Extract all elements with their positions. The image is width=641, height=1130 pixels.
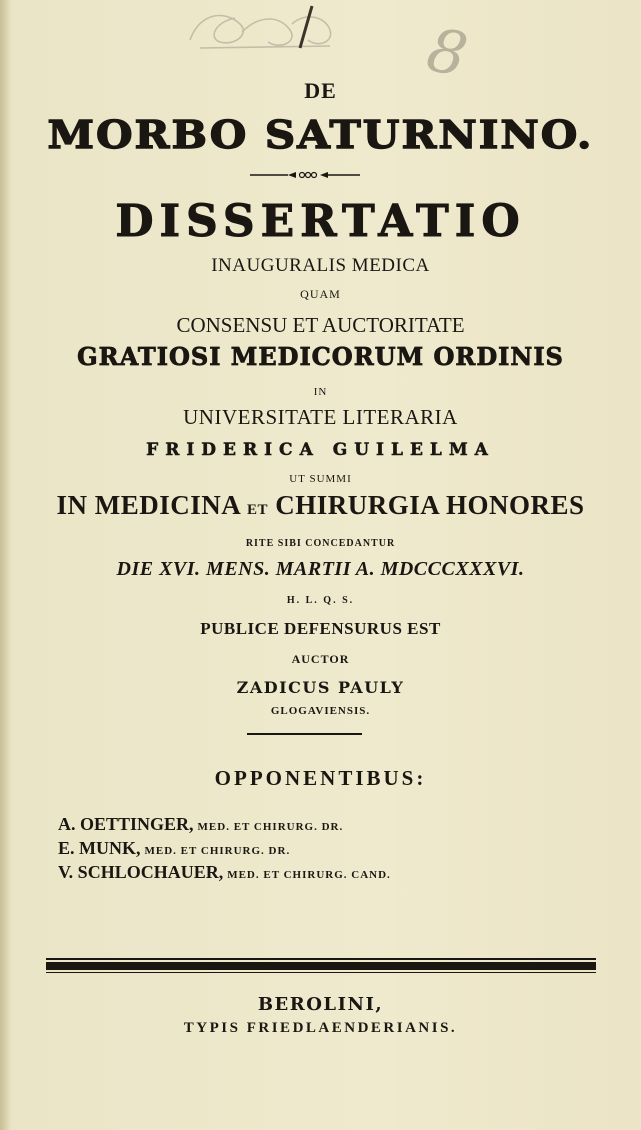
defense-date: DIE XVI. MENS. MARTII A. MDCCCXXXVI. <box>116 558 525 580</box>
ornament-rule <box>250 170 360 180</box>
opponent-degree: MED. ET CHIRURG. CAND. <box>227 869 391 881</box>
author-name: ZADICUS PAULY <box>236 678 405 697</box>
handwritten-shelf-mark: 8 <box>421 14 474 92</box>
inauguralis-line: INAUGURALIS MEDICA <box>211 255 430 276</box>
rite-line: RITE SIBI CONCEDANTUR <box>245 538 396 549</box>
consensu-line: CONSENSU ET AUCTORITATE <box>176 313 465 337</box>
opponent-name: V. SCHLOCHAUER, <box>58 862 224 882</box>
hlqs-line: H. L. Q. S. <box>286 595 355 606</box>
imprint-printer: TYPIS FRIEDLAENDERIANIS. <box>183 1020 458 1036</box>
library-stamp <box>180 2 350 60</box>
opponent-item <box>58 838 290 859</box>
opponent-degree: MED. ET CHIRURG. DR. <box>144 845 291 857</box>
heavy-rule <box>46 958 596 974</box>
opponent-item <box>58 814 343 835</box>
divider-rule <box>247 733 362 735</box>
imprint-city: BEROLINI, <box>257 994 384 1015</box>
medicina-post: CHIRURGIA HONORES <box>275 490 585 520</box>
opponent-item <box>58 862 391 883</box>
university-name: FRIDERICA GUILELMA <box>146 440 495 460</box>
medicina-et: ET <box>246 502 268 518</box>
title-de: DE <box>304 78 337 103</box>
dissertatio-heading: DISSERTATIO <box>115 196 526 247</box>
medicina-pre: IN MEDICINA <box>56 490 240 520</box>
author-origin: GLOGAVIENSIS. <box>270 705 371 717</box>
opponents-heading: OPPONENTIBUS: <box>214 766 427 790</box>
auctor-label: AUCTOR <box>291 652 350 666</box>
main-title: MORBO SATURNINO. <box>47 111 594 158</box>
opponent-degree: MED. ET CHIRURG. DR. <box>197 821 344 833</box>
universitate-line: UNIVERSITATE LITERARIA <box>183 405 458 429</box>
publice-line: PUBLICE DEFENSURUS EST <box>200 619 441 638</box>
quam-line: QUAM <box>300 287 341 301</box>
medicina-line <box>0 490 641 521</box>
opponent-name: A. OETTINGER, <box>58 814 194 834</box>
ut-summi-line: UT SUMMI <box>289 473 352 485</box>
opponent-name: E. MUNK, <box>58 838 141 858</box>
in-line: IN <box>313 386 328 398</box>
gratiosi-line: GRATIOSI MEDICORUM ORDINIS <box>77 342 564 371</box>
